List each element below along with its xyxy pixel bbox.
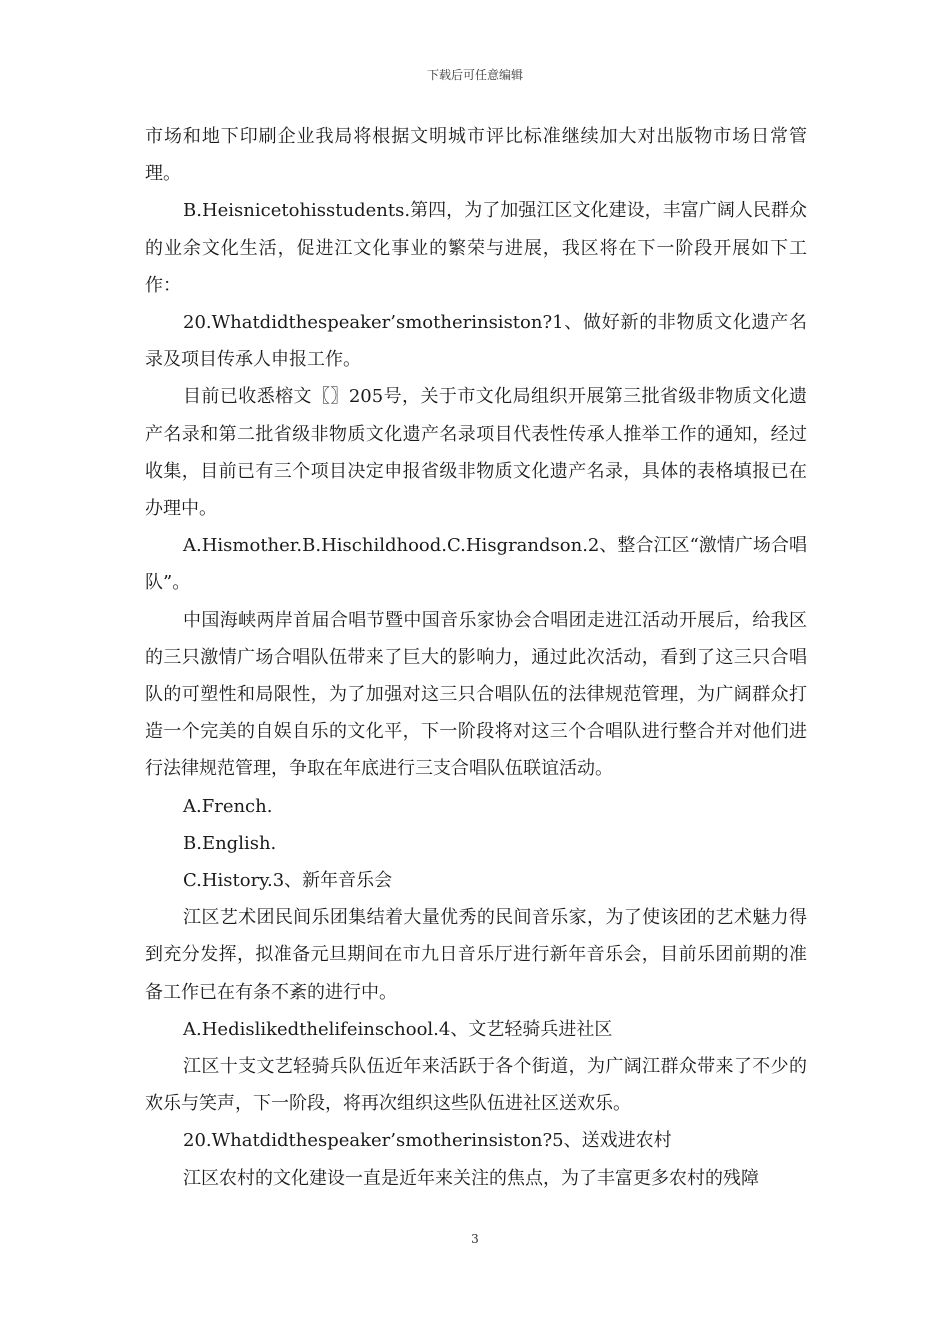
paragraph: 江区艺术团民间乐团集结着大量优秀的民间音乐家，为了使该团的艺术魅力得到充分发挥，拟准备元旦期间在市九日音乐厅进行新年音乐会，目前乐团前期的准备工作已在有条不紊的进行中。 bbox=[145, 907, 807, 1003]
paragraph: 目前已收悉榕文〖〗205号，关于市文化局组织开展第三批省级非物质文化遗产名录和第二批省级非物质文化遗产名录项目代表性传承人推举工作的通知，经过收集，目前已有三个项目决定申报省级非物质文化遗产名录，具体的表格填报已在办理中。 bbox=[145, 386, 807, 520]
paragraph: B.Heisnicetohisstudents.第四，为了加强江区文化建设，丰富广阔人民群众的业余文化生活，促进江文化事业的繁荣与进展，我区将在下一阶段开展如下工作： bbox=[145, 200, 807, 296]
option-line: C.History.3、新年音乐会 bbox=[183, 870, 393, 892]
paragraph: A.Hismother.B.Hischildhood.C.Hisgrandson.2、整合江区“激情广场合唱队”。 bbox=[145, 535, 807, 594]
paragraph: 江区十支文艺轻骑兵队伍近年来活跃于各个街道，为广阔江群众带来了不少的欢乐与笑声，下一阶段，将再次组织这些队伍进社区送欢乐。 bbox=[145, 1056, 807, 1115]
option-line: A.French. bbox=[183, 795, 273, 817]
page-number: 3 bbox=[471, 1232, 479, 1246]
paragraph: 江区农村的文化建设一直是近年来关注的焦点，为了丰富更多农村的残障 bbox=[183, 1167, 759, 1189]
page-header: 下载后可任意编辑 bbox=[426, 68, 523, 82]
paragraph: 中国海峡两岸首届合唱节暨中国音乐家协会合唱团走进江活动开展后，给我区的三只激情广场合唱队伍带来了巨大的影响力，通过此次活动，看到了这三只合唱队的可塑性和局限性，为了加强对这三只合唱队伍的法律规范管理，为广阔群众打造一个完美的自娱自乐的文化平，下一阶段将对这三个合唱队进行整合并对他们进行法律规范管理，争取在年底进行三支合唱队伍联谊活动。 bbox=[145, 609, 807, 780]
paragraph: 20.Whatdidthespeaker’smotherinsiston?1、做好新的非物质文化遗产名录及项目传承人申报工作。 bbox=[145, 312, 807, 371]
paragraph: A.Hedislikedthelifeinschool.4、文艺轻骑兵进社区 bbox=[183, 1018, 613, 1040]
paragraph: 市场和地下印刷企业我局将根据文明城市评比标准继续加大对出版物市场日常管理。 bbox=[145, 126, 807, 185]
paragraph: 20.Whatdidthespeaker’smotherinsiston?5、送戏进农村 bbox=[183, 1130, 672, 1152]
document-body bbox=[145, 118, 807, 1197]
option-line: B.English. bbox=[183, 832, 277, 854]
